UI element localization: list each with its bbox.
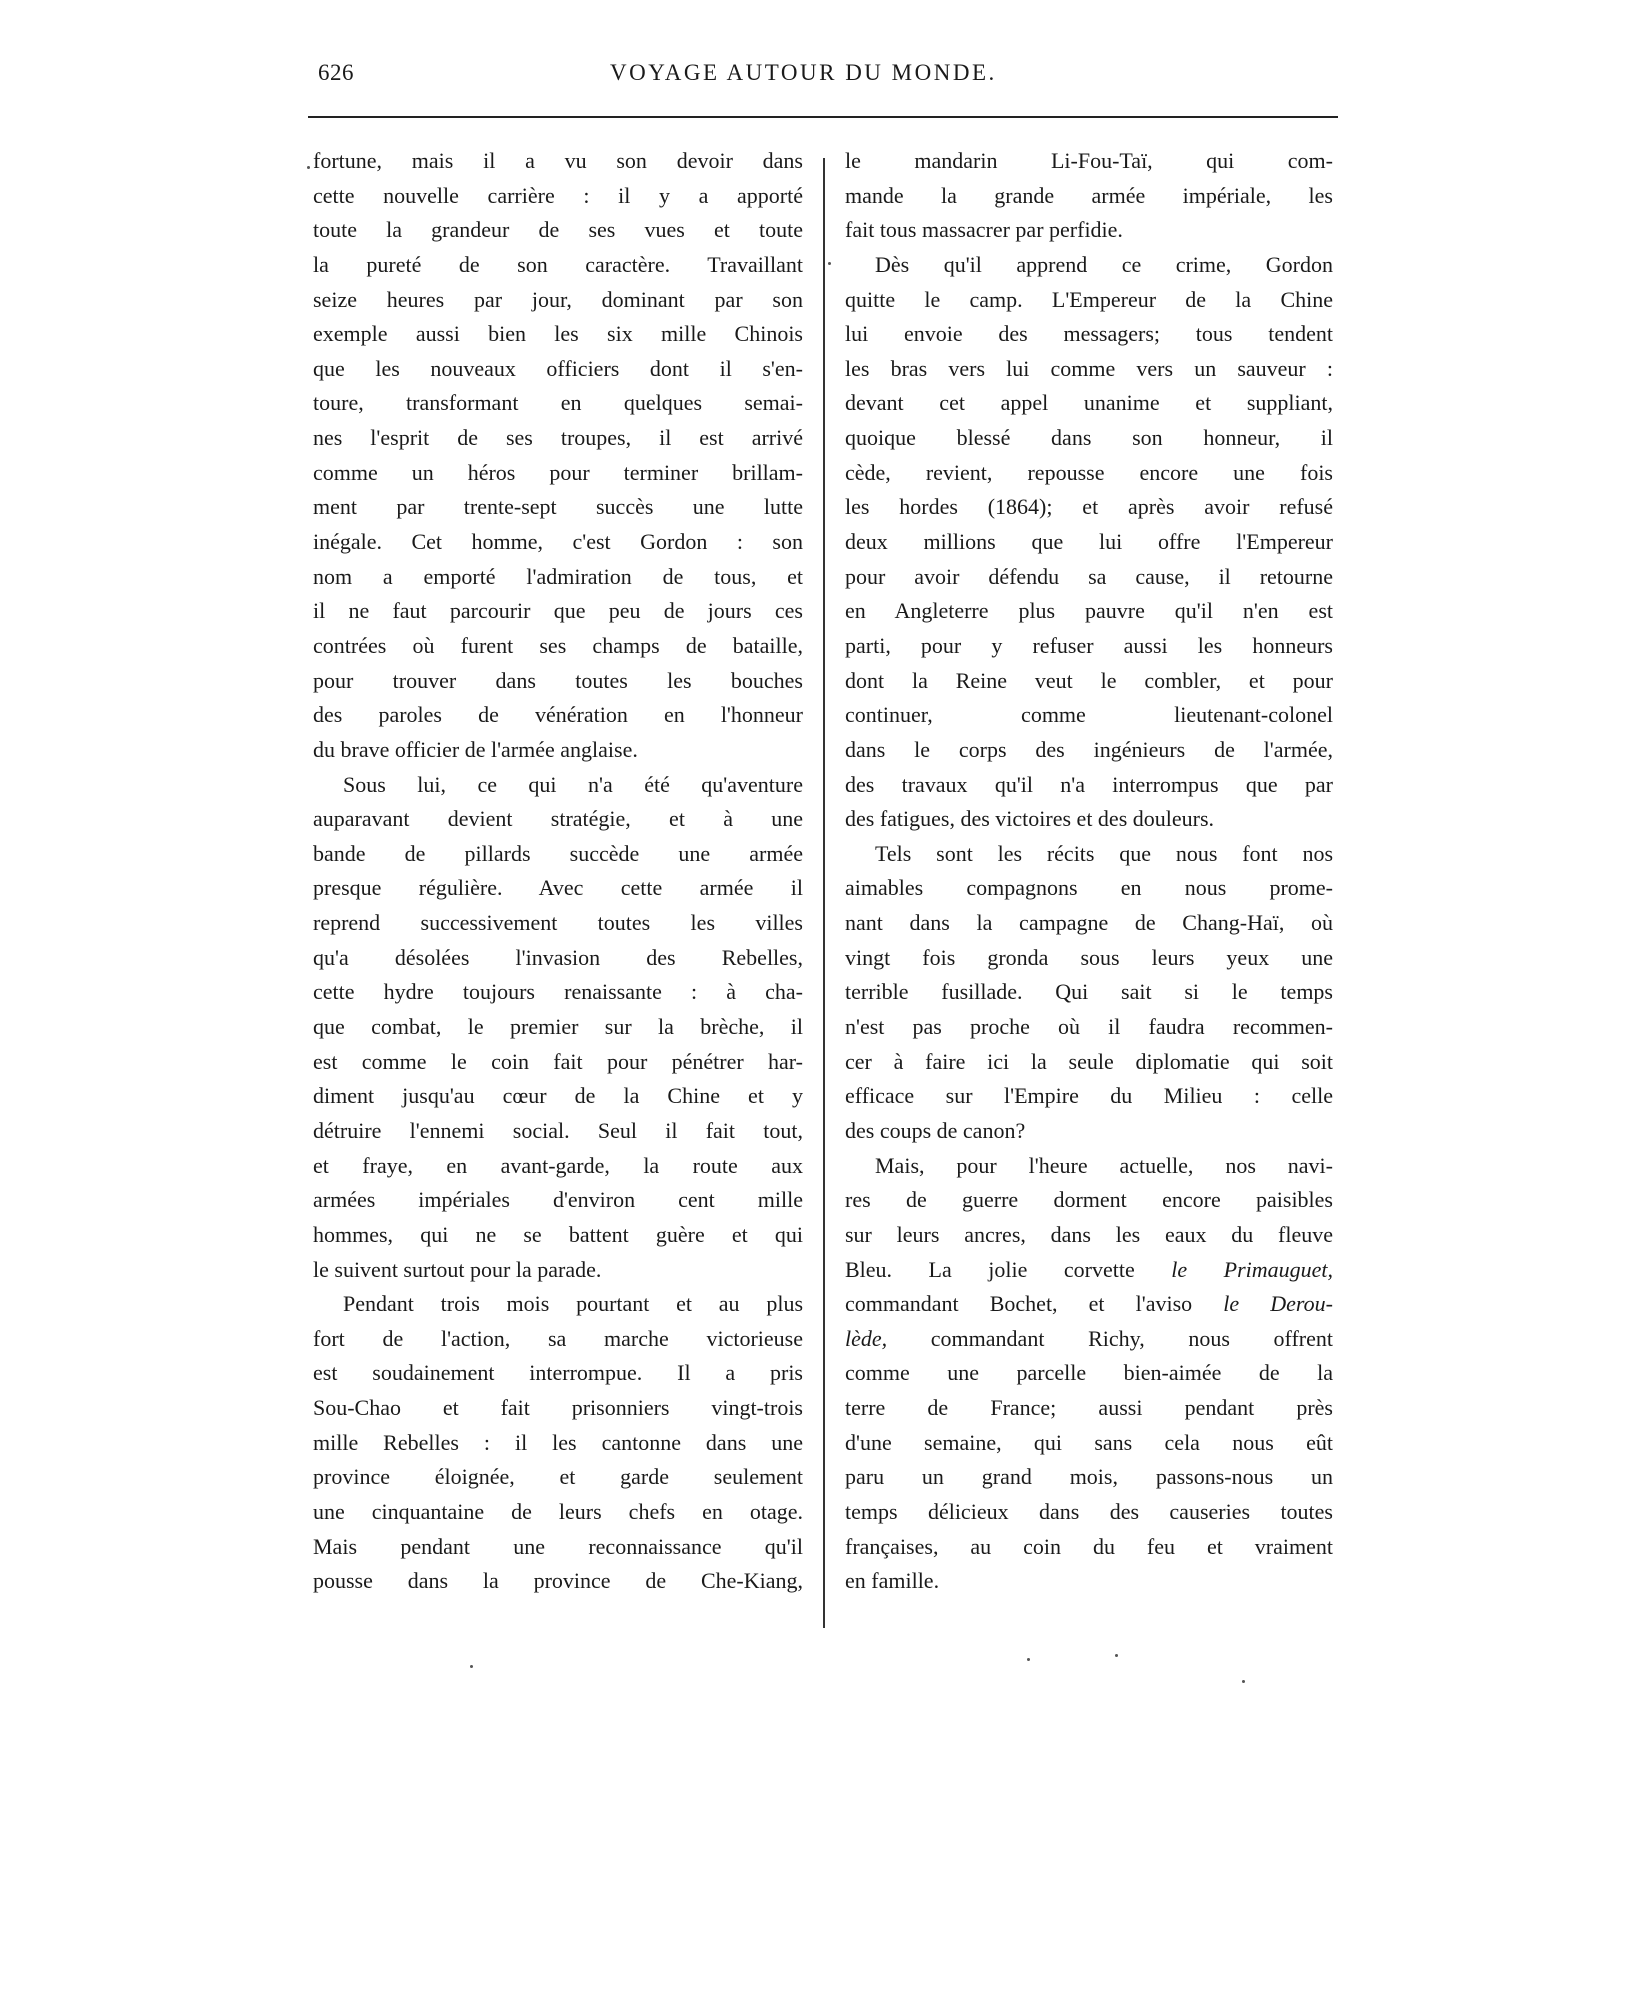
text-line: françaises, au coin du feu et vraiment: [845, 1533, 1333, 1559]
text-line: presque régulière. Avec cette armée il: [313, 875, 803, 901]
text-line: en famille.: [845, 1568, 940, 1594]
scan-speck: [1115, 1654, 1118, 1657]
text-line: le suivent surtout pour la parade.: [313, 1256, 602, 1282]
text-line: des coups de canon?: [845, 1117, 1026, 1143]
text-line: pour trouver dans toutes les bouches: [313, 667, 803, 693]
text-line: terrible fusillade. Qui sait si le temps: [845, 979, 1333, 1005]
page-number: 626: [318, 60, 354, 85]
text-line: la pureté de son caractère. Travaillant: [313, 251, 803, 277]
text-line: seize heures par jour, dominant par son: [313, 286, 803, 312]
text-run: Bleu. La jolie corvette: [845, 1256, 1135, 1282]
text-line: comme une parcelle bien-aimée de la: [845, 1360, 1333, 1386]
text-line: aimables compagnons en nous prome-: [845, 875, 1333, 901]
paragraph-start: Pendant trois mois pourtant et au plus: [343, 1291, 803, 1317]
scan-speck: [1027, 1658, 1030, 1661]
text-line: [845, 1287, 1333, 1322]
text-line: des travaux qu'il n'a interrompus que par: [845, 771, 1333, 797]
text-line: deux millions que lui offre l'Empereur: [845, 529, 1333, 555]
paragraph-start: Tels sont les récits que nous font nos: [875, 840, 1333, 866]
scan-speck: [307, 166, 310, 169]
text-line: dont la Reine veut le combler, et pour: [845, 667, 1333, 693]
scan-speck: [828, 262, 831, 265]
text-line: toure, transformant en quelques semai-: [313, 390, 803, 416]
running-title: VOYAGE AUTOUR DU MONDE.: [610, 60, 997, 85]
text-line: inégale. Cet homme, c'est Gordon : son: [313, 529, 803, 555]
text-line: reprend successivement toutes les villes: [313, 910, 803, 936]
text-line: paru un grand mois, passons-nous un: [845, 1464, 1333, 1490]
text-line: une cinquantaine de leurs chefs en otage.: [313, 1498, 803, 1524]
text-line: exemple aussi bien les six mille Chinois: [313, 321, 803, 347]
text-line: sur leurs ancres, dans les eaux du fleuve: [845, 1221, 1333, 1247]
text-line: n'est pas proche où il faudra recommen-: [845, 1014, 1333, 1040]
text-line: comme un héros pour terminer brillam-: [313, 459, 803, 485]
text-line: res de guerre dorment encore paisibles: [845, 1187, 1333, 1213]
text-line: des paroles de vénération en l'honneur: [313, 702, 803, 728]
header-rule: [308, 116, 1338, 118]
left-column: [313, 144, 803, 1599]
text-line: détruire l'ennemi social. Seul il fait tout,: [313, 1117, 803, 1143]
text-line: d'une semaine, qui sans cela nous eût: [845, 1429, 1333, 1455]
text-line: temps délicieux dans des causeries toutes: [845, 1498, 1333, 1524]
ship-name-italic: lède,: [845, 1325, 888, 1351]
text-line: toute la grandeur de ses vues et toute: [313, 217, 803, 243]
paragraph-start: Sous lui, ce qui n'a été qu'aventure: [343, 771, 803, 797]
text-line: est comme le coin fait pour pénétrer har-: [313, 1048, 803, 1074]
text-line: cer à faire ici la seule diplomatie qui soit: [845, 1048, 1333, 1074]
text-line: parti, pour y refuser aussi les honneurs: [845, 632, 1333, 658]
text-line: quoique blessé dans son honneur, il: [845, 425, 1333, 451]
text-line: continuer, comme lieutenant-colonel: [845, 702, 1333, 728]
text-line: du brave officier de l'armée anglaise.: [313, 736, 638, 762]
text-line: les bras vers lui comme vers un sauveur :: [845, 355, 1333, 381]
text-line: pour avoir défendu sa cause, il retourne: [845, 563, 1333, 589]
text-line: Sou-Chao et fait prisonniers vingt-trois: [313, 1395, 803, 1421]
text-line: vingt fois gronda sous leurs yeux une: [845, 944, 1333, 970]
text-line: [845, 1253, 1333, 1288]
text-line: diment jusqu'au cœur de la Chine et y: [313, 1083, 803, 1109]
scan-speck: [470, 1665, 473, 1668]
text-line: cette nouvelle carrière : il y a apporté: [313, 182, 803, 208]
text-line: ment par trente-sept succès une lutte: [313, 494, 803, 520]
text-line: terre de France; aussi pendant près: [845, 1395, 1333, 1421]
paragraph-start: Dès qu'il apprend ce crime, Gordon: [875, 251, 1333, 277]
text-line: dans le corps des ingénieurs de l'armée,: [845, 736, 1333, 762]
text-run: commandant Richy, nous offrent: [930, 1325, 1333, 1351]
text-line: en Angleterre plus pauvre qu'il n'en est: [845, 598, 1333, 624]
text-line: les hordes (1864); et après avoir refusé: [845, 494, 1333, 520]
text-line: efficace sur l'Empire du Milieu : celle: [845, 1083, 1333, 1109]
paragraph-start: Mais, pour l'heure actuelle, nos navi-: [875, 1152, 1333, 1178]
text-line: mille Rebelles : il les cantonne dans une: [313, 1429, 803, 1455]
text-line: nes l'esprit de ses troupes, il est arrivé: [313, 425, 803, 451]
text-line: quitte le camp. L'Empereur de la Chine: [845, 286, 1333, 312]
text-line: est soudainement interrompue. Il a pris: [313, 1360, 803, 1386]
text-line: qu'a désolées l'invasion des Rebelles,: [313, 944, 803, 970]
text-line: cette hydre toujours renaissante : à cha-: [313, 979, 803, 1005]
text-line: et fraye, en avant-garde, la route aux: [313, 1152, 803, 1178]
ship-name-italic: le Primauguet,: [1171, 1256, 1334, 1282]
text-line: Mais pendant une reconnaissance qu'il: [313, 1533, 803, 1559]
text-line: province éloignée, et garde seulement: [313, 1464, 803, 1490]
text-line: hommes, qui ne se battent guère et qui: [313, 1221, 803, 1247]
text-line: que les nouveaux officiers dont il s'en-: [313, 355, 803, 381]
text-line: pousse dans la province de Che-Kiang,: [313, 1568, 803, 1594]
text-line: auparavant devient stratégie, et à une: [313, 806, 803, 832]
right-column: [845, 144, 1333, 1599]
text-line: fortune, mais il a vu son devoir dans: [313, 148, 803, 173]
ship-name-italic: le Derou-: [1223, 1291, 1333, 1317]
text-line: il ne faut parcourir que peu de jours ces: [313, 598, 803, 624]
text-line: contrées où furent ses champs de bataille,: [313, 632, 803, 658]
text-line: mande la grande armée impériale, les: [845, 182, 1333, 208]
scan-speck: [1242, 1680, 1245, 1683]
text-line: que combat, le premier sur la brèche, il: [313, 1014, 803, 1040]
text-line: fait tous massacrer par perfidie.: [845, 217, 1123, 243]
text-line: des fatigues, des victoires et des douleurs.: [845, 806, 1215, 832]
text-line: [845, 1322, 1333, 1357]
text-line: lui envoie des messagers; tous tendent: [845, 321, 1333, 347]
text-line: armées impériales d'environ cent mille: [313, 1187, 803, 1213]
text-line: nant dans la campagne de Chang-Haï, où: [845, 910, 1333, 936]
text-line: bande de pillards succède une armée: [313, 840, 803, 866]
text-line: fort de l'action, sa marche victorieuse: [313, 1325, 803, 1351]
text-line: devant cet appel unanime et suppliant,: [845, 390, 1333, 416]
column-divider: [823, 158, 825, 1628]
text-line: cède, revient, repousse encore une fois: [845, 459, 1333, 485]
text-line: le mandarin Li-Fou-Taï, qui com-: [845, 148, 1333, 173]
text-run: commandant Bochet, et l'aviso: [845, 1291, 1193, 1317]
text-line: nom a emporté l'admiration de tous, et: [313, 563, 803, 589]
